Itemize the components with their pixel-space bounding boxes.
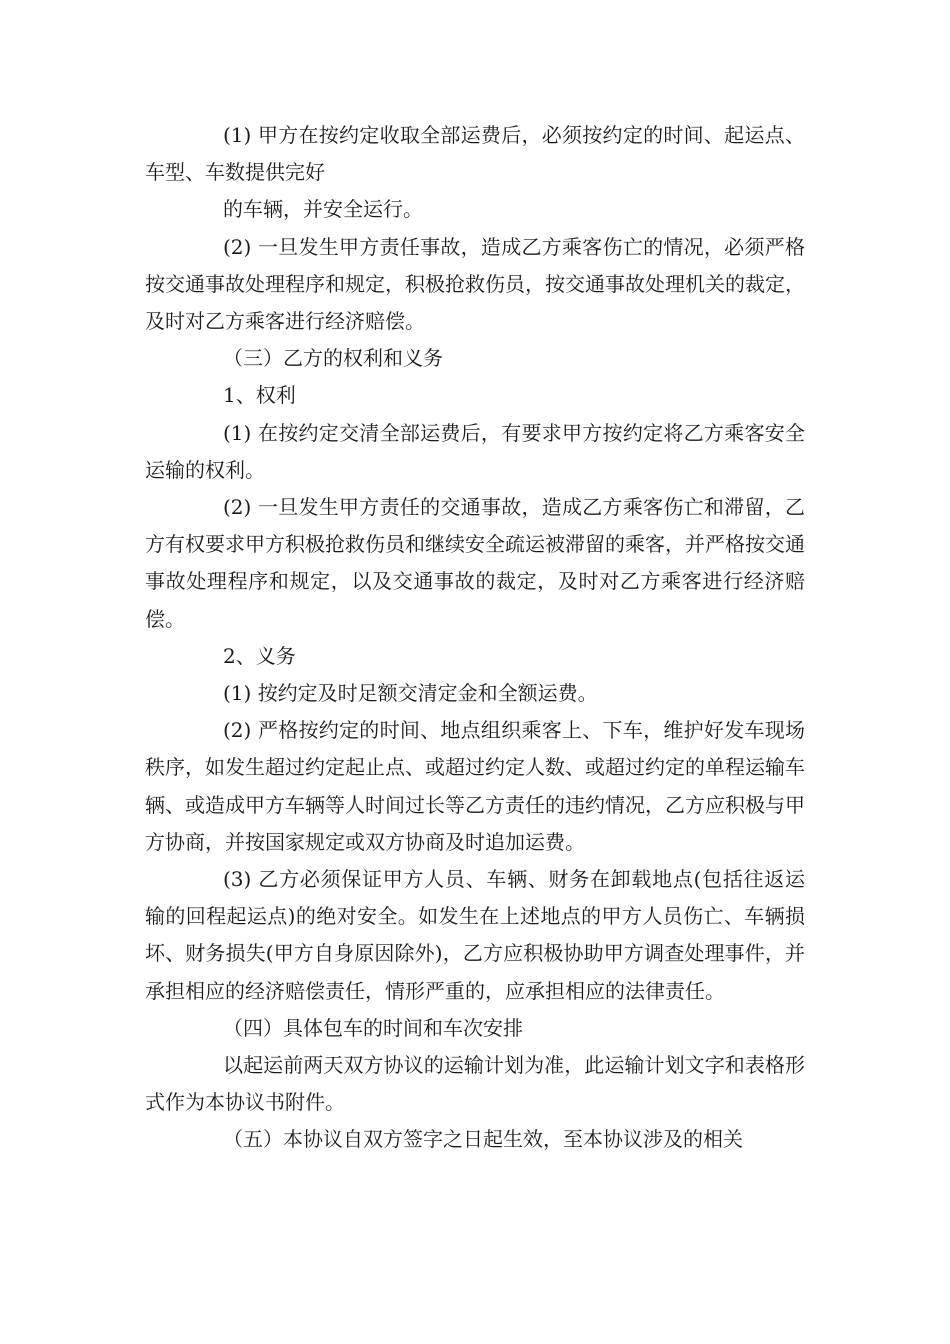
section-heading-5: （五）本协议自双方签字之日起生效，至本协议涉及的相关 bbox=[223, 1127, 743, 1152]
paragraph-schedule: 以起运前两天双方协议的运输计划为准，此运输计划文字和表格形式作为本协议书附件。 bbox=[145, 1053, 805, 1115]
paragraph-obligations-2: (2) 严格按约定的时间、地点组织乘客上、下车，维护好发车现场秩序，如发生超过约定起止点、或超过约定人数、或超过约定的单程运输车辆、或造成甲方车辆等人时间过长等乙方责任的违约情况，乙方应积极与甲方协商，并按国家规定或双方协商及时追加运费。 bbox=[145, 718, 805, 854]
section-heading-4: （四）具体包车的时间和车次安排 bbox=[223, 1015, 523, 1040]
paragraph-1: (1) 甲方在按约定收取全部运费后，必须按约定的时间、起运点、车型、车数提供完好 bbox=[145, 123, 805, 185]
paragraph-rights-1: (1) 在按约定交清全部运费后，有要求甲方按约定将乙方乘客安全运输的权利。 bbox=[145, 420, 805, 482]
section-heading-3: （三）乙方的权利和义务 bbox=[223, 346, 443, 371]
paragraph-2: 的车辆，并安全运行。 bbox=[223, 197, 423, 222]
document-page bbox=[145, 117, 805, 1159]
paragraph-rights-2: (2) 一旦发生甲方责任的交通事故，造成乙方乘客伤亡和滞留，乙方有权要求甲方积极抢救伤员和继续安全疏运被滞留的乘客，并严格按交通事故处理程序和规定，以及交通事故的裁定，及时对乙方乘客进行经济赔偿。 bbox=[145, 495, 805, 631]
subheading-rights: 1、权利 bbox=[223, 383, 296, 408]
paragraph-obligations-1: (1) 按约定及时足额交清定金和全额运费。 bbox=[223, 681, 598, 706]
subheading-obligations: 2、义务 bbox=[223, 643, 296, 668]
paragraph-3: (2) 一旦发生甲方责任事故，造成乙方乘客伤亡的情况，必须严格按交通事故处理程序和规定，积极抢救伤员，按交通事故处理机关的裁定，及时对乙方乘客进行经济赔偿。 bbox=[145, 234, 805, 334]
paragraph-obligations-3: (3) 乙方必须保证甲方人员、车辆、财务在卸载地点(包括往返运输的回程起运点)的绝对安全。如发生在上述地点的甲方人员伤亡、车辆损坏、财务损失(甲方自身原因除外)，乙方应积极协助甲方调查处理事件，并承担相应的经济赔偿责任，情形严重的，应承担相应的法律责任。 bbox=[145, 867, 805, 1003]
